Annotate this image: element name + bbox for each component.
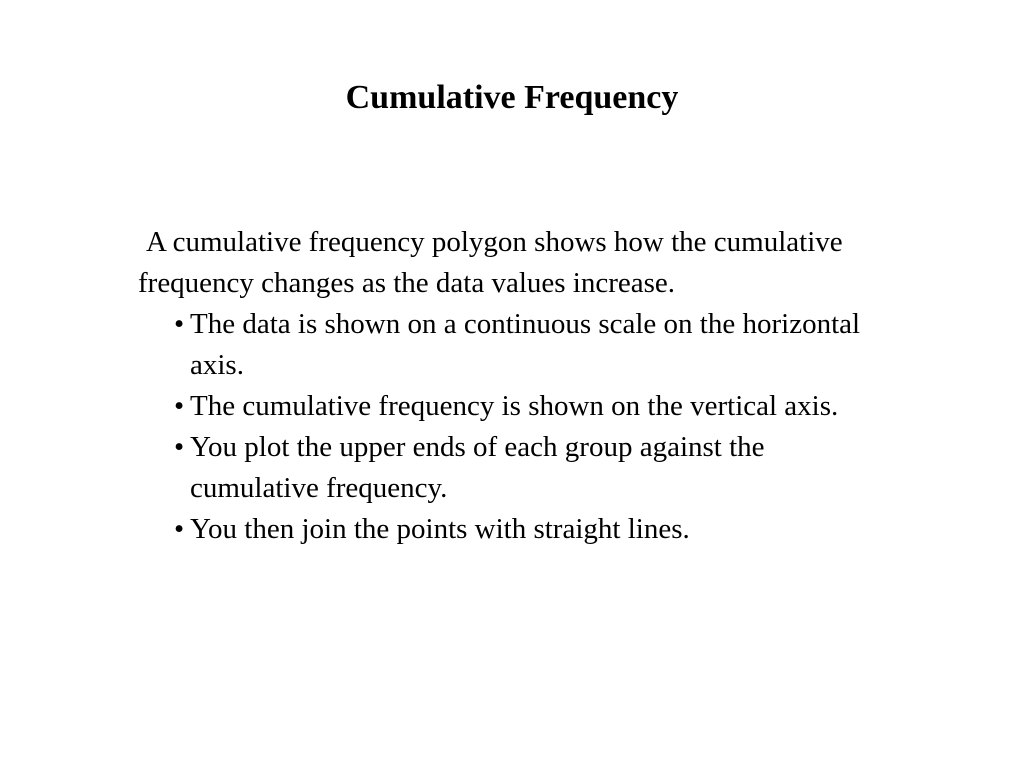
bullet-item [138,304,898,386]
bullet-icon: • [174,431,185,463]
slide-body [138,222,898,550]
slide-title: Cumulative Frequency [345,79,679,116]
bullet-text: You plot the upper ends of each group against the cumulative frequency. [190,431,765,504]
bullet-text: The data is shown on a continuous scale on the horizontal axis. [190,308,861,381]
bullet-item [138,386,898,427]
intro-paragraph: A cumulative frequency polygon shows how the cumulative frequency changes as the data values increase. [138,226,843,299]
bullet-icon: • [174,513,185,545]
bullet-text: The cumulative frequency is shown on the vertical axis. [190,390,839,422]
bullet-list [138,304,898,550]
bullet-icon: • [174,308,185,340]
bullet-text: You then join the points with straight lines. [190,513,690,545]
bullet-item [138,427,898,509]
bullet-icon: • [174,390,185,422]
bullet-item [138,509,898,550]
